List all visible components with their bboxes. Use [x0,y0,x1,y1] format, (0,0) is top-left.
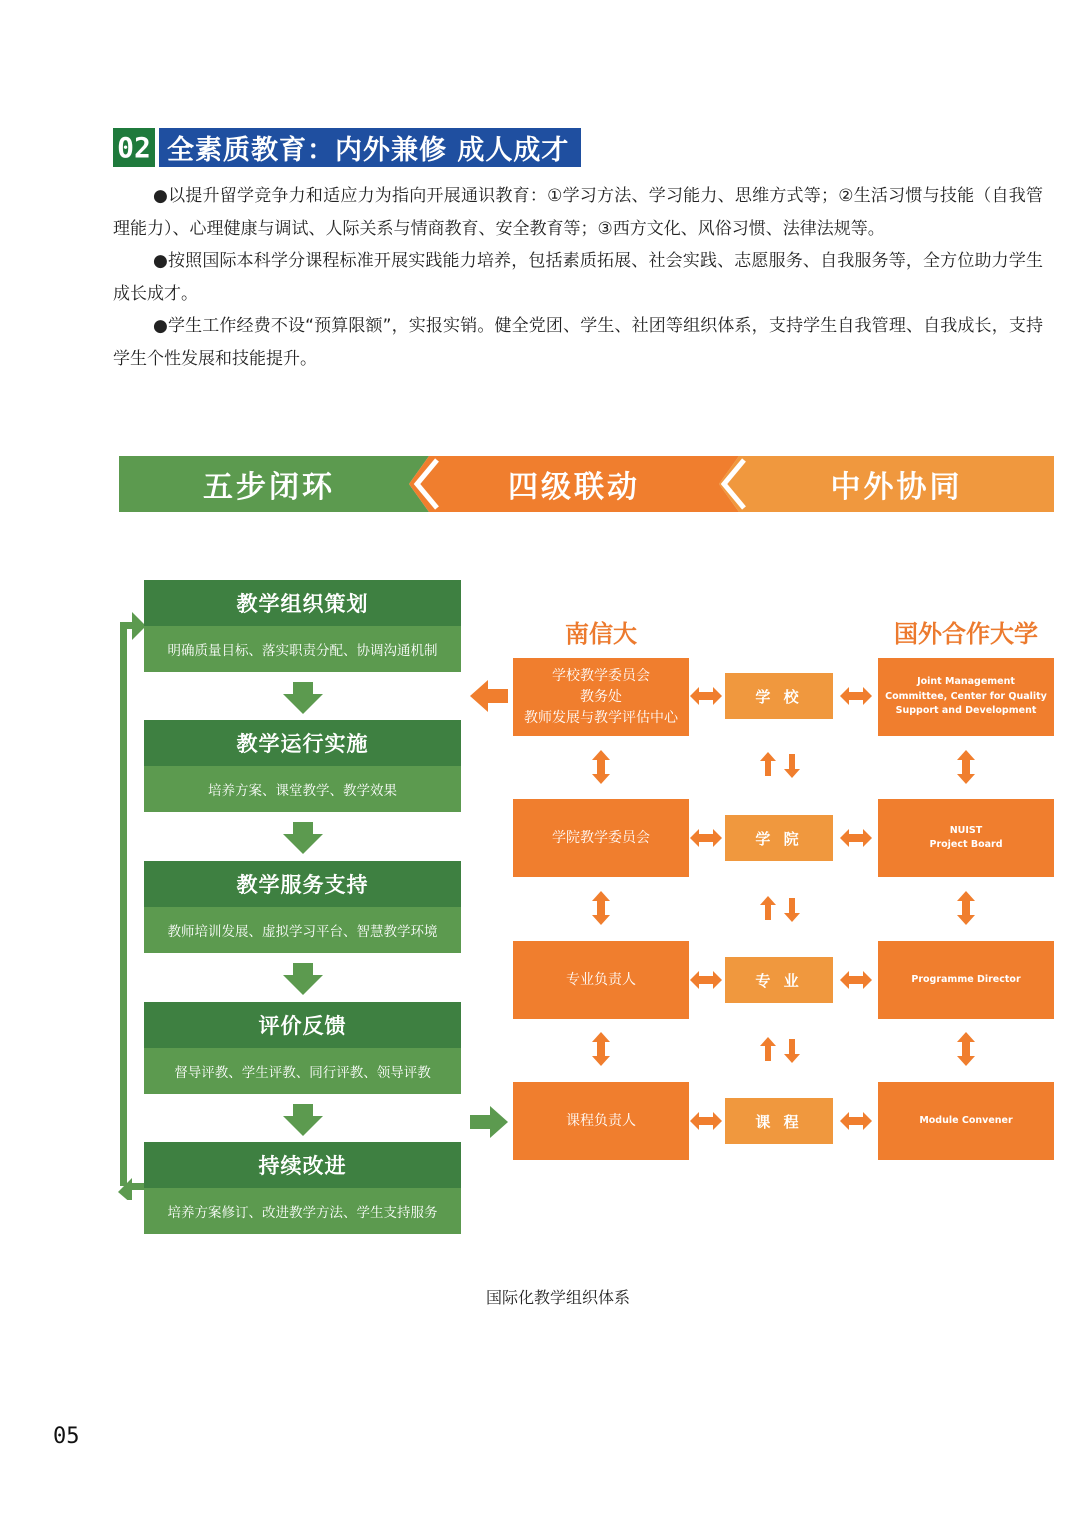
box-line: Joint Management [917,676,1015,688]
vertical-double-arrow-icon [589,1032,613,1066]
banner-four-level: 四级联动 [508,470,640,505]
box-line: 教师发展与教学评估中心 [524,709,678,726]
step-detail: 督导评教、学生评教、同行评教、领导评教 [174,1065,431,1081]
step-title: 教学运行实施 [144,720,461,766]
step-detail: 教师培训发展、虚拟学习平台、智慧教学环境 [167,924,438,940]
section-title: 全素质教育：内外兼修 成人成才 [159,128,581,167]
box-line: 课程负责人 [566,1112,636,1129]
step-detail: 培养方案、课堂教学、教学效果 [208,783,397,799]
vertical-double-arrow-icon [954,1032,978,1066]
up-down-arrows-icon [760,896,800,922]
step-service [144,861,461,953]
box-line: Programme Director [911,973,1021,985]
banner-sino-foreign: 中外协同 [830,470,963,505]
paragraph-student-work: ●学生工作经费不设“预算限额”，实报实销。健全党团、学生、社团等组织体系，支持学生自我管理、自我成长，支持学生个性发展和技能提升。 [113,316,1043,369]
vertical-double-arrow-icon [954,891,978,925]
down-arrow-icon [283,682,323,714]
section-number: 02 [113,128,155,167]
level-university: 学 校 [725,673,833,719]
step-title: 持续改进 [144,1142,461,1188]
step-implementation [144,720,461,812]
nuist-title: 南信大 [565,620,637,648]
horizontal-double-arrow-icon [690,684,722,708]
level-college: 学 院 [725,815,833,861]
step-title: 教学组织策划 [144,580,461,626]
box-line: Committee, Center for Quality [885,690,1047,702]
down-arrow-icon [283,822,323,854]
partner-box-college [878,799,1054,877]
nuist-box-course [513,1082,689,1160]
vertical-double-arrow-icon [589,891,613,925]
step-detail: 明确质量目标、落实职责分配、协调沟通机制 [167,643,438,659]
down-arrow-icon [283,963,323,995]
figure-caption: 国际化教学组织体系 [485,1288,630,1307]
vertical-double-arrow-icon [954,750,978,784]
page-number: 05 [53,1424,80,1449]
box-line: 教务处 [580,688,622,705]
step-detail: 培养方案修订、改进教学方法、学生支持服务 [167,1205,438,1221]
box-line: Project Board [929,839,1003,850]
box-line: 学校教学委员会 [552,667,650,684]
box-line: 专业负责人 [566,971,636,988]
box-line: Module Convener [919,1114,1013,1126]
step-feedback [144,1002,461,1094]
nuist-box-major [513,941,689,1019]
partner-box-university [878,658,1054,736]
horizontal-double-arrow-icon [840,826,872,850]
horizontal-double-arrow-icon [690,1109,722,1133]
left-arrow-icon [470,680,508,712]
horizontal-double-arrow-icon [840,684,872,708]
level-major: 专 业 [725,957,833,1003]
nuist-box-university [513,658,689,736]
right-arrow-icon [470,1106,508,1138]
down-arrow-icon [283,1104,323,1136]
up-down-arrows-icon [760,752,800,778]
box-line: Support and Development [895,705,1037,717]
up-down-arrows-icon [760,1037,800,1063]
vertical-double-arrow-icon [589,750,613,784]
horizontal-double-arrow-icon [690,968,722,992]
step-improvement [144,1142,461,1234]
horizontal-double-arrow-icon [840,1109,872,1133]
partner-title: 国外合作大学 [894,620,1038,648]
horizontal-double-arrow-icon [840,968,872,992]
box-line: NUIST [949,824,983,836]
step-title: 教学服务支持 [144,861,461,907]
nuist-box-college [513,799,689,877]
box-line: 学院教学委员会 [552,829,650,846]
level-course: 课 程 [725,1098,833,1144]
partner-box-course [878,1082,1054,1160]
step-planning [144,580,461,672]
horizontal-double-arrow-icon [690,826,722,850]
partner-box-major [878,941,1054,1019]
paragraph-general-education: ●以提升留学竞争力和适应力为指向开展通识教育：①学习方法、学习能力、思维方式等；②生活习惯与技能（自我管理能力）、心理健康与调试、人际关系与情商教育、安全教育等；③西方文化、风俗习惯、法律法规等。 [113,186,1043,239]
banner-five-step: 五步闭环 [203,470,335,505]
section-heading [113,128,581,167]
banner [119,456,1054,512]
paragraph-practice-ability: ●按照国际本科学分课程标准开展实践能力培养，包括素质拓展、社会实践、志愿服务、自我服务等，全方位助力学生成长成才。 [113,251,1043,304]
step-title: 评价反馈 [144,1002,461,1048]
